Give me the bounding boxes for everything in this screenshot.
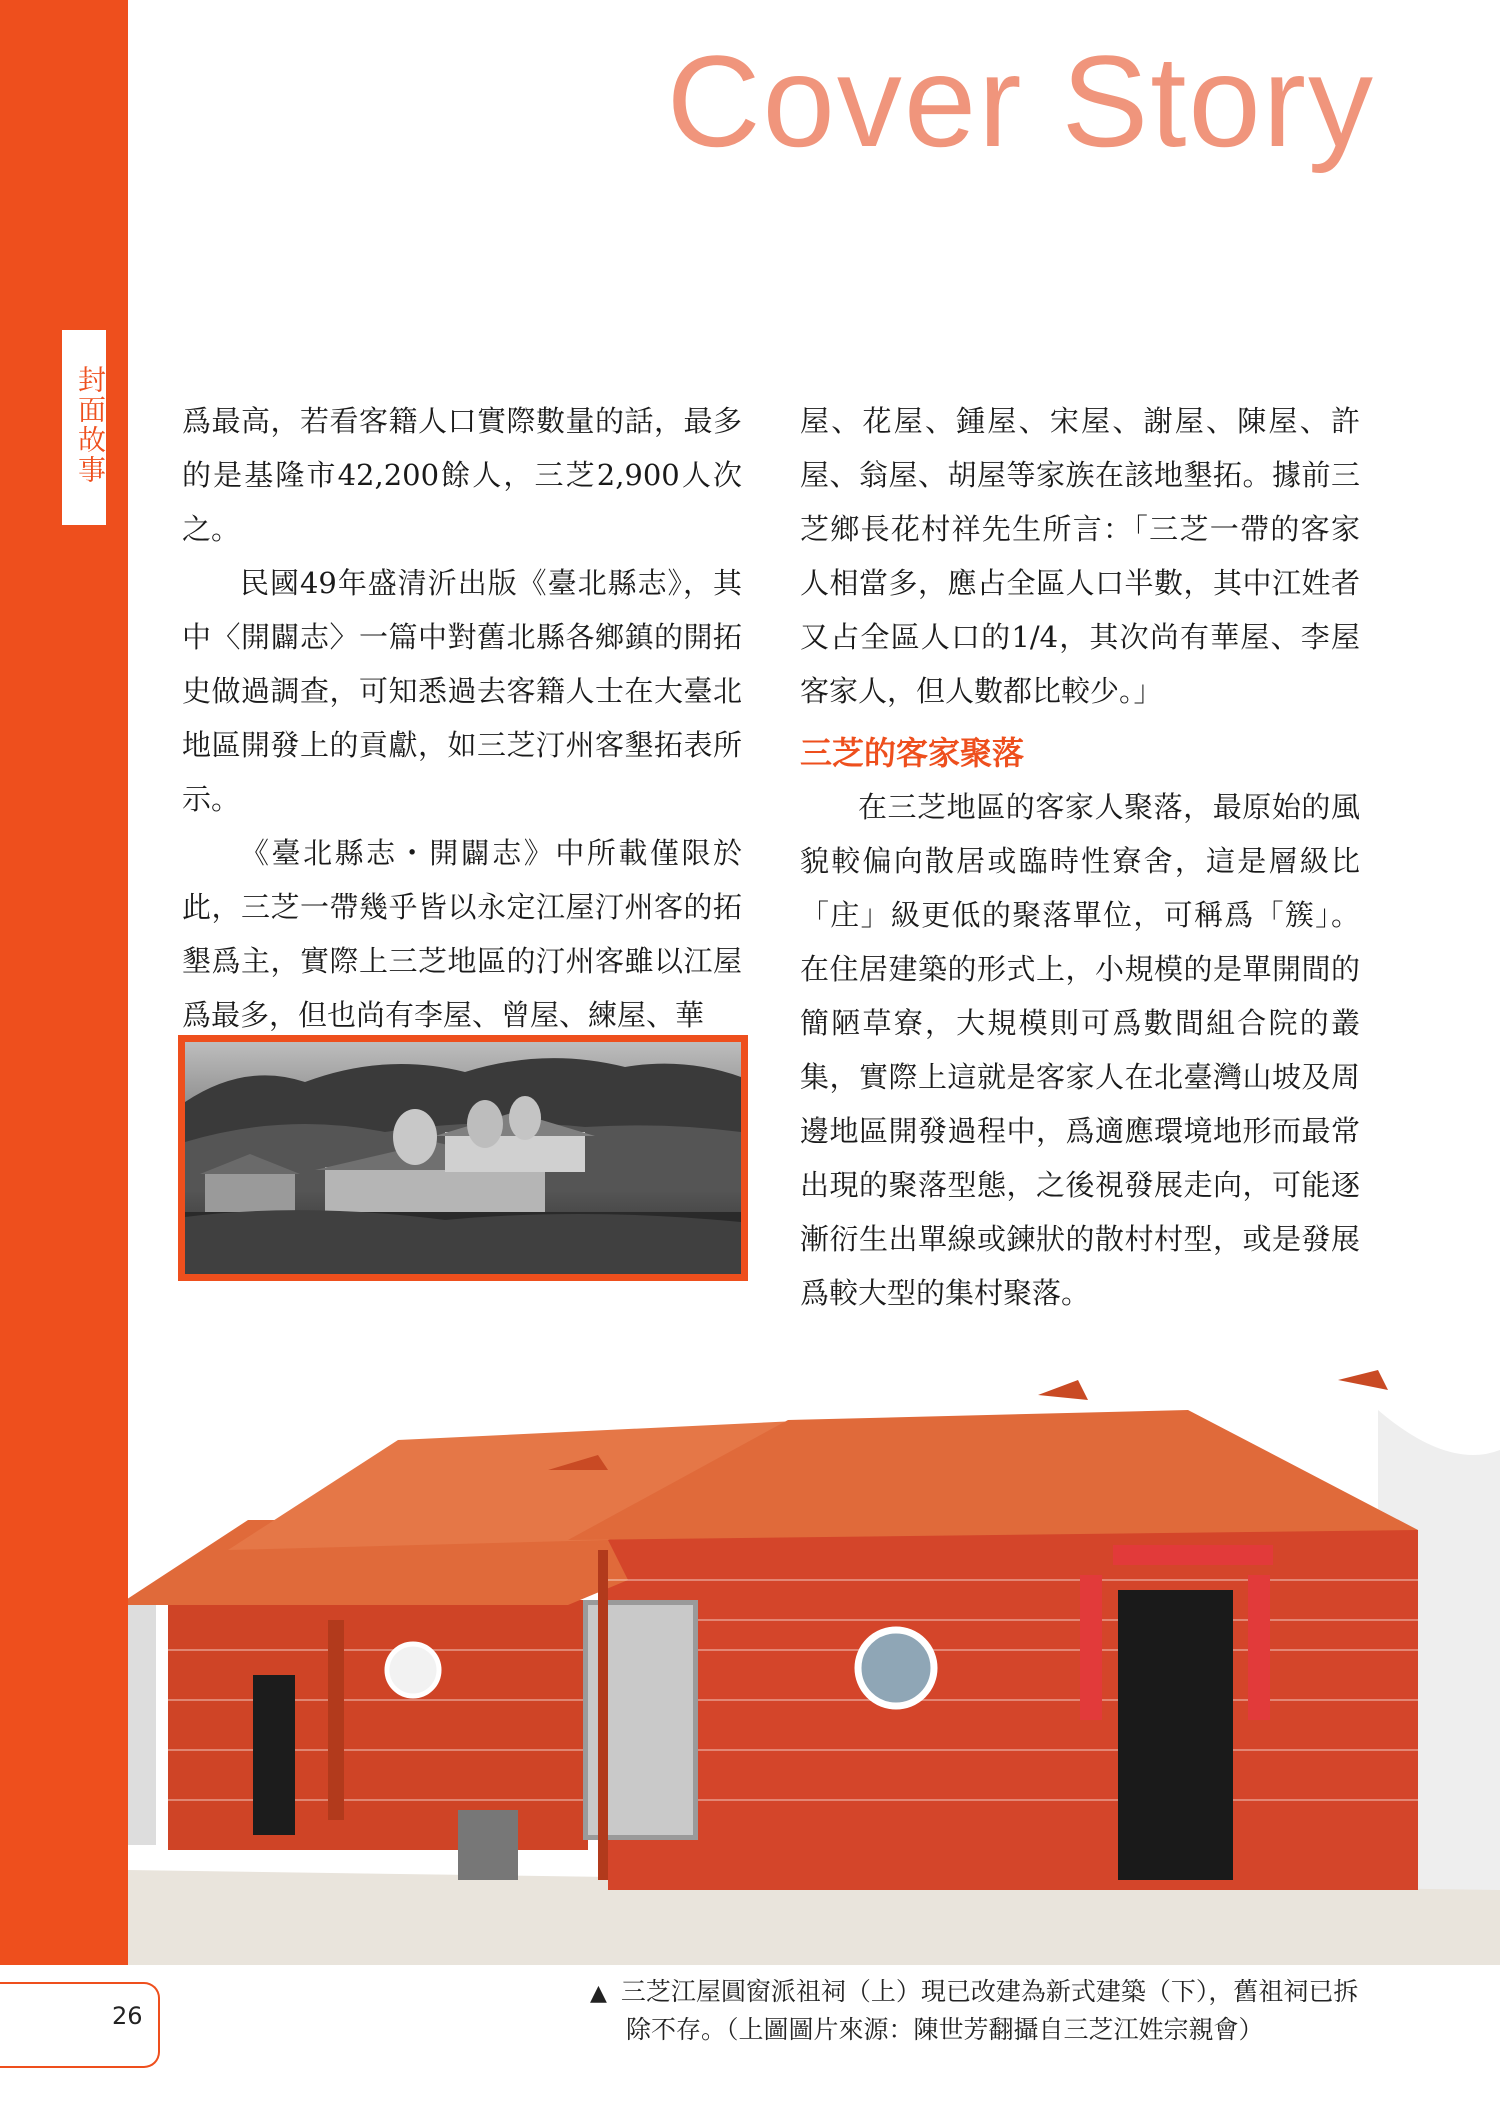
- left-paragraph-1: 爲最高，若看客籍人口實際數量的話，最多的是基隆市42,200餘人，三芝2,900人次之。: [182, 404, 742, 546]
- right-column: [800, 394, 1360, 1320]
- section-subheading: 三芝的客家聚落: [800, 734, 1025, 772]
- photo-caption: [590, 1974, 1390, 2048]
- historic-photo-old-ancestral-hall: [178, 1035, 748, 1281]
- right-paragraph-1: 屋、花屋、鍾屋、宋屋、謝屋、陳屋、許屋、翁屋、胡屋等家族在該地墾拓。據前三芝鄉長花村祥先生所言：「三芝一帶的客家人相當多，應占全區人口半數，其中江姓者又占全區人口的1/4，其次尚有華屋、李屋客家人，但人數都比較少。」: [800, 404, 1360, 708]
- left-paragraph-2: 民國49年盛清沂出版《臺北縣志》，其中〈開闢志〉一篇中對舊北縣各鄉鎮的開拓史做過調查，可知悉過去客籍人士在大臺北地區開發上的貢獻，如三芝汀州客墾拓表所示。: [182, 566, 742, 816]
- page-title: Cover Story: [666, 28, 1375, 174]
- section-tab: [62, 330, 106, 525]
- left-column: [182, 394, 742, 1042]
- modern-hall-illustration: [128, 1350, 1500, 1965]
- left-paragraph-3: 《臺北縣志・開闢志》中所載僅限於此，三芝一帶幾乎皆以永定江屋汀州客的拓墾爲主，實際上三芝地區的汀州客雖以江屋爲最多，但也尚有李屋、曾屋、練屋、華: [182, 836, 742, 1032]
- modern-ancestral-hall-photo: [128, 1350, 1500, 1965]
- left-accent-bar: [0, 0, 128, 1965]
- triangle-up-icon: ▲: [590, 1981, 607, 2006]
- historic-photo-illustration: [185, 1042, 741, 1274]
- section-tab-label: 封面故事: [74, 365, 107, 485]
- right-paragraph-2: 在三芝地區的客家人聚落，最原始的風貌較偏向散居或臨時性寮舍，這是層級比「庄」級更低的聚落單位，可稱爲「簇」。在住居建築的形式上，小規模的是單開間的簡陋草寮，大規模則可爲數間組合院的叢集，實際上這就是客家人在北臺灣山坡及周邊地區開發過程中，爲適應環境地形而最常出現的聚落型態，之後視發展走向，可能逐漸衍生出單線或鍊狀的散村村型，或是發展爲較大型的集村聚落。: [800, 790, 1360, 1310]
- caption-line-2: 除不存。（上圖圖片來源：陳世芳翻攝自三芝江姓宗親會）: [626, 2015, 1264, 2044]
- caption-line-1: 三芝江屋圓窗派祖祠（上）現已改建為新式建築（下），舊祖祠已拆: [620, 1977, 1359, 2006]
- page-number: 26: [112, 2002, 143, 2030]
